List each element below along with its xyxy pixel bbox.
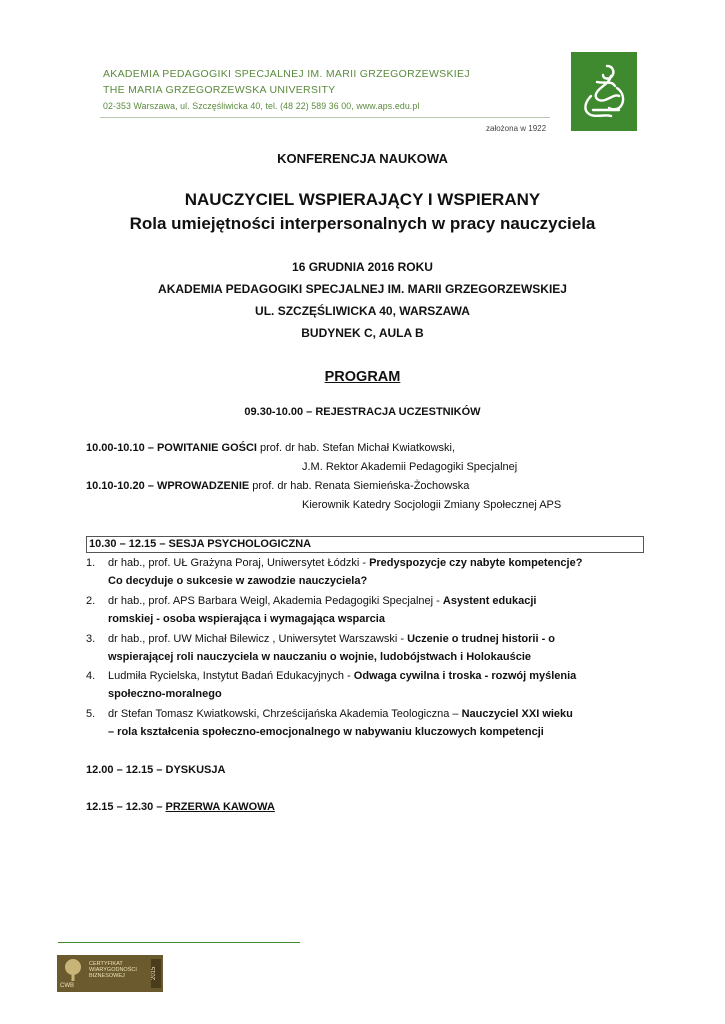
discussion-line: 12.00 – 12.15 – DYSKUSJA	[86, 764, 226, 776]
list-item-speaker: dr hab., prof. APS Barbara Weigl, Akademia Pedagogiki Specjalnej -	[108, 595, 443, 607]
certificate-badge	[57, 955, 163, 992]
certificate-brand: CWB	[60, 983, 74, 989]
certificate-line3: BIZNESOWEJ	[89, 973, 125, 979]
intro-speaker: prof. dr hab. Renata Siemieńska-Żochowska	[252, 480, 470, 492]
intro-row	[86, 479, 469, 494]
conference-building: BUDYNEK C, AULA B	[301, 326, 424, 340]
list-item-topic: Predyspozycje czy nabyte kompetencje?	[369, 557, 583, 569]
list-item	[86, 630, 646, 666]
certificate-text	[89, 961, 137, 979]
registration-line: 09.30-10.00 – REJESTRACJA UCZESTNIKÓW	[244, 406, 481, 418]
list-item-topic-cont: społeczno-moralnego	[108, 688, 222, 700]
list-item-topic-cont: – rola kształcenia społeczno-emocjonalnego w nabywaniu kluczowych kompetencji	[108, 726, 544, 738]
welcome-role: J.M. Rektor Akademii Pedagogiki Specjalnej	[302, 461, 518, 473]
welcome-row	[86, 441, 455, 456]
break-time: 12.15 – 12.30 –	[86, 801, 166, 813]
intro-role: Kierownik Katedry Socjologii Zmiany Społecznej APS	[302, 499, 562, 511]
list-item-number: 2.	[86, 595, 96, 607]
welcome-label: 10.00-10.10 – POWITANIE GOŚCI	[86, 442, 257, 454]
list-item-topic: Asystent edukacji	[442, 595, 537, 607]
break-label: PRZERWA KAWOWA	[165, 801, 275, 813]
university-logo-icon	[571, 52, 637, 131]
conference-street: UL. SZCZĘŚLIWICKA 40, WARSZAWA	[255, 304, 470, 318]
certificate-line2: WIARYGODNOŚCI	[89, 967, 137, 973]
academy-name-en: THE MARIA GRZEGORZEWSKA UNIVERSITY	[103, 84, 336, 96]
header-divider	[100, 117, 550, 118]
list-item	[86, 705, 646, 741]
list-item-speaker: dr hab., prof. UW Michał Bilewicz , Uniwersytet Warszawski -	[108, 633, 408, 645]
list-item-topic-cont: Co decyduje o sukcesie w zawodzie nauczyciela?	[108, 575, 368, 587]
list-item-number: 1.	[86, 557, 96, 569]
academy-name-pl: AKADEMIA PEDAGOGIKI SPECJALNEJ IM. MARII GRZEGORZEWSKIEJ	[103, 68, 470, 80]
conference-subtitle: Rola umiejętności interpersonalnych w pracy nauczyciela	[129, 214, 596, 233]
certificate-year: 2015	[151, 959, 161, 988]
list-item	[86, 667, 646, 703]
list-item	[86, 592, 646, 628]
list-item-topic-cont: romskiej - osoba wspierająca i wymagająca wsparcia	[108, 613, 385, 625]
academy-address: 02-353 Warszawa, ul. Szczęśliwicka 40, tel. (48 22) 589 36 00, www.aps.edu.pl	[103, 101, 420, 111]
list-item-number: 5.	[86, 708, 96, 720]
footer-divider	[58, 942, 300, 943]
list-item-topic: Uczenie o trudnej historii - o	[407, 633, 556, 645]
conference-venue: AKADEMIA PEDAGOGIKI SPECJALNEJ IM. MARII GRZEGORZEWSKIEJ	[158, 282, 567, 296]
session-label: 10.30 – 12.15 – SESJA PSYCHOLOGICZNA	[89, 538, 312, 550]
certificate-line1: CERTYFIKAT	[89, 961, 123, 967]
list-item-speaker: dr Stefan Tomasz Kwiatkowski, Chrześcijańska Akademia Teologiczna –	[108, 708, 462, 720]
welcome-speaker: prof. dr hab. Stefan Michał Kwiatkowski,	[260, 442, 456, 454]
tree-icon	[60, 957, 86, 983]
list-item	[86, 554, 646, 590]
conference-date: 16 GRUDNIA 2016 ROKU	[292, 260, 433, 274]
session-header	[86, 536, 644, 553]
break-row	[86, 800, 275, 815]
list-item-number: 4.	[86, 670, 96, 682]
conference-title: NAUCZYCIEL WSPIERAJĄCY I WSPIERANY	[184, 190, 541, 209]
program-heading: PROGRAM	[324, 369, 401, 385]
intro-label: 10.10-10.20 – WPROWADZENIE	[86, 480, 250, 492]
list-item-topic: Odwaga cywilna i troska - rozwój myślenia	[353, 670, 577, 682]
list-item-topic-cont: wspierającej roli nauczyciela w nauczaniu o wojnie, ludobójstwach i Holokauście	[108, 651, 532, 663]
list-item-speaker: dr hab., prof. UŁ Grażyna Poraj, Uniwersytet Łódzki -	[108, 557, 370, 569]
conference-kind: KONFERENCJA NAUKOWA	[277, 151, 448, 166]
list-item-speaker: Ludmiła Rycielska, Instytut Badań Edukacyjnych -	[108, 670, 354, 682]
list-item-topic: Nauczyciel XXI wieku	[461, 708, 573, 720]
list-item-number: 3.	[86, 633, 96, 645]
founded-note: założona w 1922	[486, 124, 547, 133]
